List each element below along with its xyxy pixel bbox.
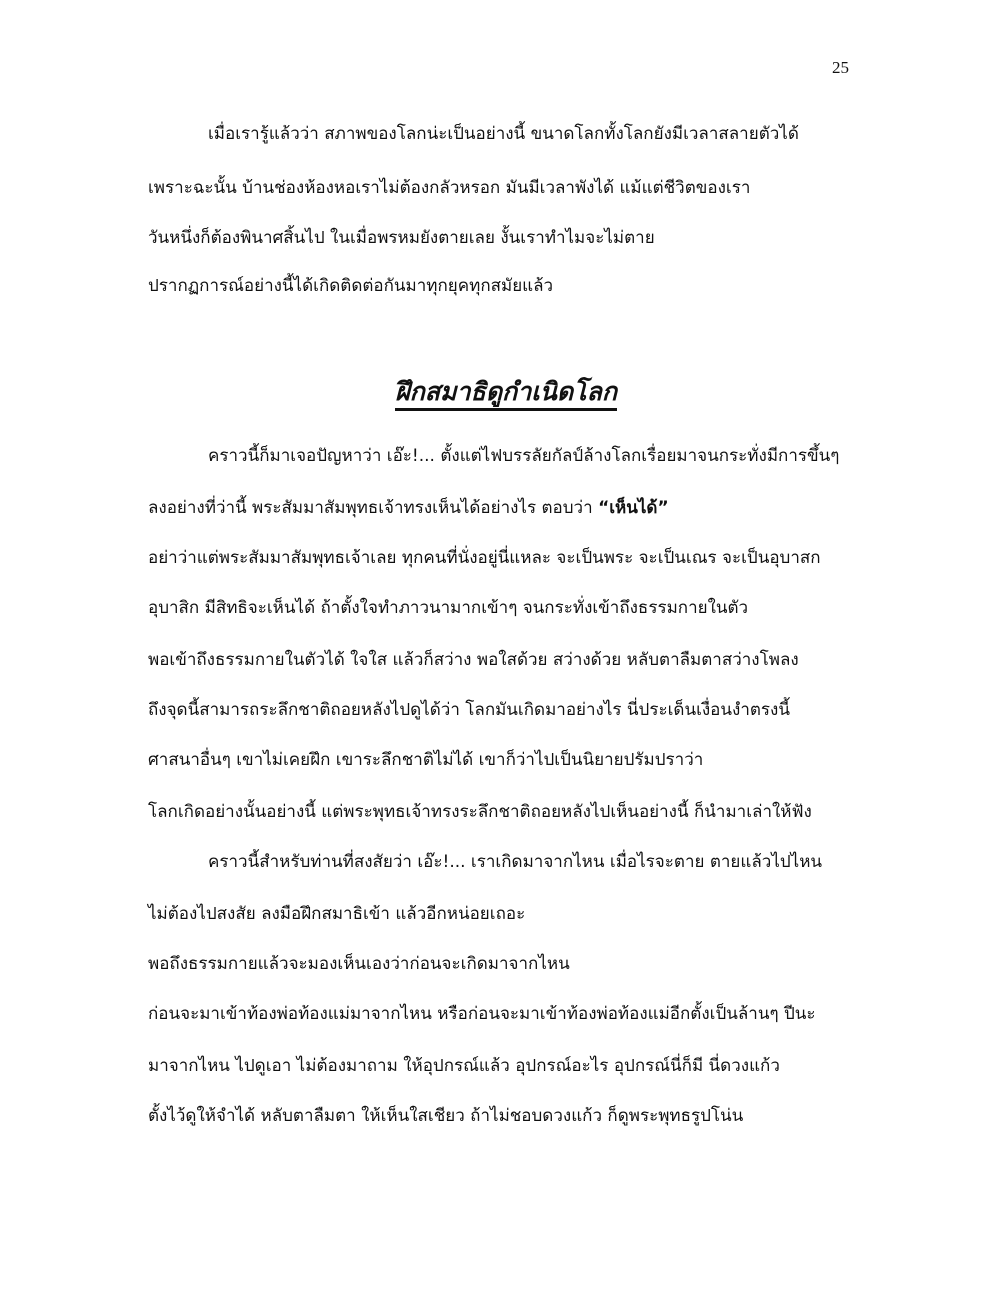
paragraph-1-line-1: เมื่อเรารู้แล้วว่า สภาพของโลกน่ะเป็นอย่างนี้ ขนาดโลกทั้งโลกยังมีเวลาสลายตัวได้ bbox=[208, 124, 799, 144]
paragraph-3-line-2: ไม่ต้องไปสงสัย ลงมือฝึกสมาธิเข้า แล้วอีกหน่อยเถอะ bbox=[148, 904, 526, 924]
paragraph-2-line-7: ศาสนาอื่นๆ เขาไม่เคยฝึก เขาระลึกชาติไม่ได้ เขาก็ว่าไปเป็นนิยายปรัมปราว่า bbox=[148, 750, 704, 770]
paragraph-2-line-4: อุบาสิก มีสิทธิจะเห็นได้ ถ้าตั้งใจทำภาวนามากเข้าๆ จนกระทั่งเข้าถึงธรรมกายในตัว bbox=[148, 598, 749, 618]
paragraph-1-line-4: ปรากฏการณ์อย่างนี้ได้เกิดติดต่อกันมาทุกยุคทุกสมัยแล้ว bbox=[148, 276, 554, 296]
paragraph-3-line-1: คราวนี้สำหรับท่านที่สงสัยว่า เอ๊ะ!... เราเกิดมาจากไหน เมื่อไรจะตาย ตายแล้วไปไหน bbox=[208, 852, 823, 872]
paragraph-1-line-3: วันหนึ่งก็ต้องพินาศสิ้นไป ในเมื่อพรหมยังตายเลย งั้นเราทำไมจะไม่ตาย bbox=[148, 228, 655, 248]
emphasis-answer: “เห็นได้” bbox=[598, 498, 669, 518]
paragraph-3-line-3: พอถึงธรรมกายแล้วจะมองเห็นเองว่าก่อนจะเกิดมาจากไหน bbox=[148, 954, 570, 974]
paragraph-2-line-2 bbox=[148, 496, 669, 520]
page-number: 25 bbox=[832, 58, 849, 77]
paragraph-3-line-4: ก่อนจะมาเข้าท้องพ่อท้องแม่มาจากไหน หรือก่อนจะมาเข้าท้องพ่อท้องแม่อีกตั้งเป็นล้านๆ ปีนะ bbox=[148, 1004, 816, 1024]
paragraph-2-line-1: คราวนี้ก็มาเจอปัญหาว่า เอ๊ะ!... ตั้งแต่ไฟบรรลัยกัลป์ล้างโลกเรื่อยมาจนกระทั่งมีการขึ้นๆ bbox=[208, 446, 840, 466]
paragraph-3-line-6: ตั้งไว้ดูให้จำได้ หลับตาลืมตา ให้เห็นใสเชียว ถ้าไม่ชอบดวงแก้ว ก็ดูพระพุทธรูปโน่น bbox=[148, 1106, 744, 1126]
paragraph-1-line-2: เพราะฉะนั้น บ้านช่องห้องหอเราไม่ต้องกลัวหรอก มันมีเวลาพังได้ แม้แต่ชีวิตของเรา bbox=[148, 178, 751, 198]
paragraph-3-line-5: มาจากไหน ไปดูเอา ไม่ต้องมาถาม ให้อุปกรณ์แล้ว อุปกรณ์อะไร อุปกรณ์นี่ก็มี นี่ดวงแก้ว bbox=[148, 1056, 780, 1076]
paragraph-2-line-5: พอเข้าถึงธรรมกายในตัวได้ ใจใส แล้วก็สว่าง พอใสด้วย สว่างด้วย หลับตาลืมตาสว่างโพลง bbox=[148, 650, 799, 670]
paragraph-2-line-3: อย่าว่าแต่พระสัมมาสัมพุทธเจ้าเลย ทุกคนที่นั่งอยู่นี่แหละ จะเป็นพระ จะเป็นเณร จะเป็นอุบาสก bbox=[148, 548, 821, 568]
paragraph-2-line-2-text: ลงอย่างที่ว่านี้ พระสัมมาสัมพุทธเจ้าทรงเห็นได้อย่างไร ตอบว่า bbox=[148, 498, 599, 518]
paragraph-2-line-8: โลกเกิดอย่างนั้นอย่างนี้ แต่พระพุทธเจ้าทรงระลึกชาติถอยหลังไปเห็นอย่างนี้ ก็นำมาเล่าให้ฟัง bbox=[148, 802, 812, 822]
paragraph-2-line-6: ถึงจุดนี้สามารถระลึกชาติถอยหลังไปดูได้ว่า โลกมันเกิดมาอย่างไร นี่ประเด็นเงื่อนงำตรงนี้ bbox=[148, 700, 790, 720]
section-heading: ฝึกสมาธิดูกำเนิดโลก bbox=[395, 377, 617, 406]
